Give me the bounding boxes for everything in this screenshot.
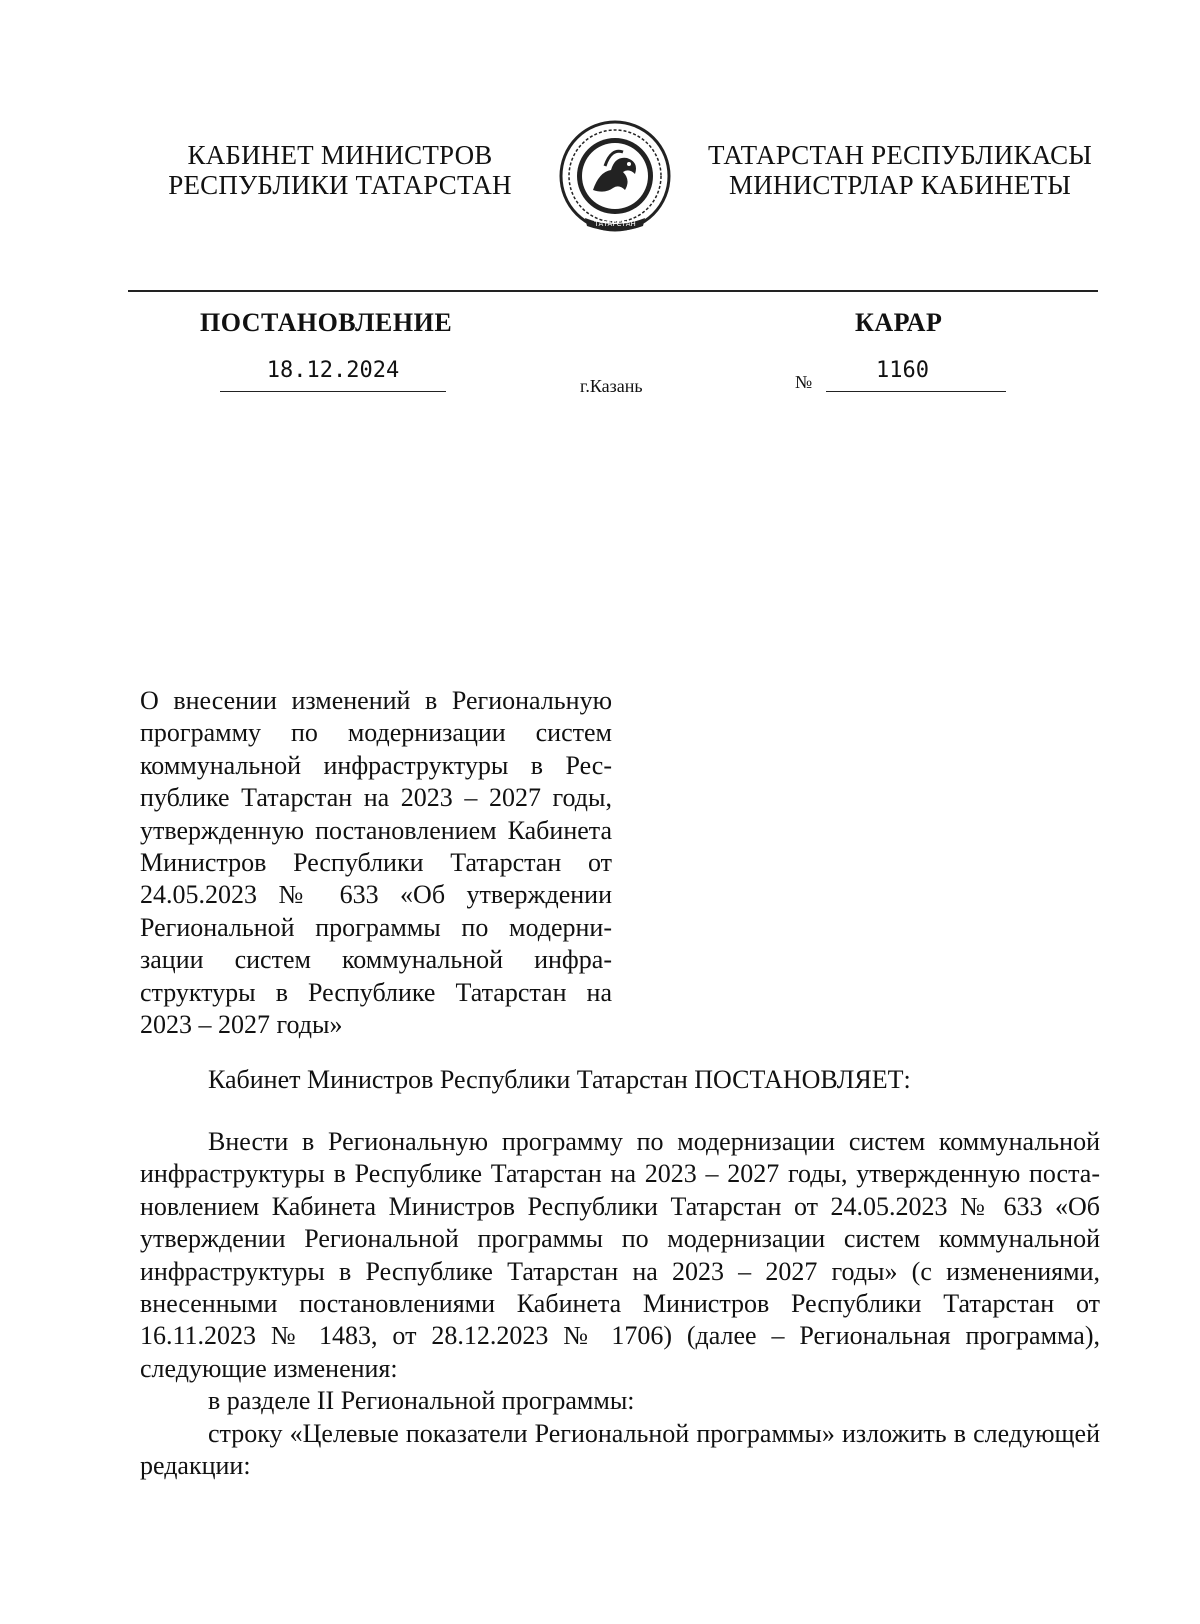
number-underline: [826, 391, 1006, 392]
emblem-ribbon-text: ТАТАРСТАН: [594, 220, 636, 228]
header-ru-line1: КАБИНЕТ МИНИСТРОВ: [187, 140, 493, 170]
body-paragraph-1: Внести в Региональную программу по модернизации систем коммунальной инфраструктуры в Республике Татарстан на 2023 – 2027 годы, утвержденную постановлением Кабинета Министров Республики Татарстан от 24.05.2023 № 633 «Об утверждении Региональной программы по модернизации систем коммунальной инфраструктуры в Республике Татарстан на 2023 – 2027 годы» (с изменениями, внесенными постановлениями Кабинета Министров Республики Татарстан от 16.11.2023 № 1483, от 28.12.2023 № 1706) (далее – Региональная программа), следующие изменения:: [140, 1127, 1100, 1383]
header-tt: [690, 140, 1110, 200]
header-divider: [128, 290, 1098, 292]
body-paragraph-2: в разделе II Региональной программы:: [208, 1386, 635, 1416]
doc-body: [140, 1126, 1100, 1482]
doc-number: 1160: [876, 358, 929, 383]
tatarstan-emblem-icon: [555, 118, 675, 238]
number-sign: №: [795, 372, 813, 392]
header-ru: [140, 140, 540, 200]
doc-city: г.Казань: [580, 376, 643, 396]
doc-type-tt: КАРАР: [855, 308, 943, 337]
doc-date: 18.12.2024: [266, 358, 400, 383]
header-tt-line1: ТАТАРСТАН РЕСПУБЛИКАСЫ: [707, 140, 1093, 170]
doc-subject: О внесении изменений в Региональную программу по модернизации систем коммунальной инфраструктуры в Республике Татарстан на 2023 – 2027 годы, утвержденную постановлением Кабинета Министров Республики Татарстан от 24.05.2023 № 633 «Об утверждении Региональной программы по модернизации систем коммунальной инфраструктуры в Республике Татарстан на 2023 – 2027 годы»: [140, 686, 612, 1040]
resolves-line: Кабинет Министров Республики Татарстан ПОСТАНОВЛЯЕТ:: [208, 1065, 911, 1094]
header-ru-line2: РЕСПУБЛИКИ ТАТАРСТАН: [168, 170, 512, 200]
body-paragraph-3: строку «Целевые показатели Региональной программы» изложить в следующей редакции:: [140, 1418, 1100, 1481]
doc-type-ru: ПОСТАНОВЛЕНИЕ: [200, 308, 453, 337]
header-tt-line2: МИНИСТРЛАР КАБИНЕТЫ: [729, 170, 1071, 200]
date-underline: [220, 391, 446, 392]
